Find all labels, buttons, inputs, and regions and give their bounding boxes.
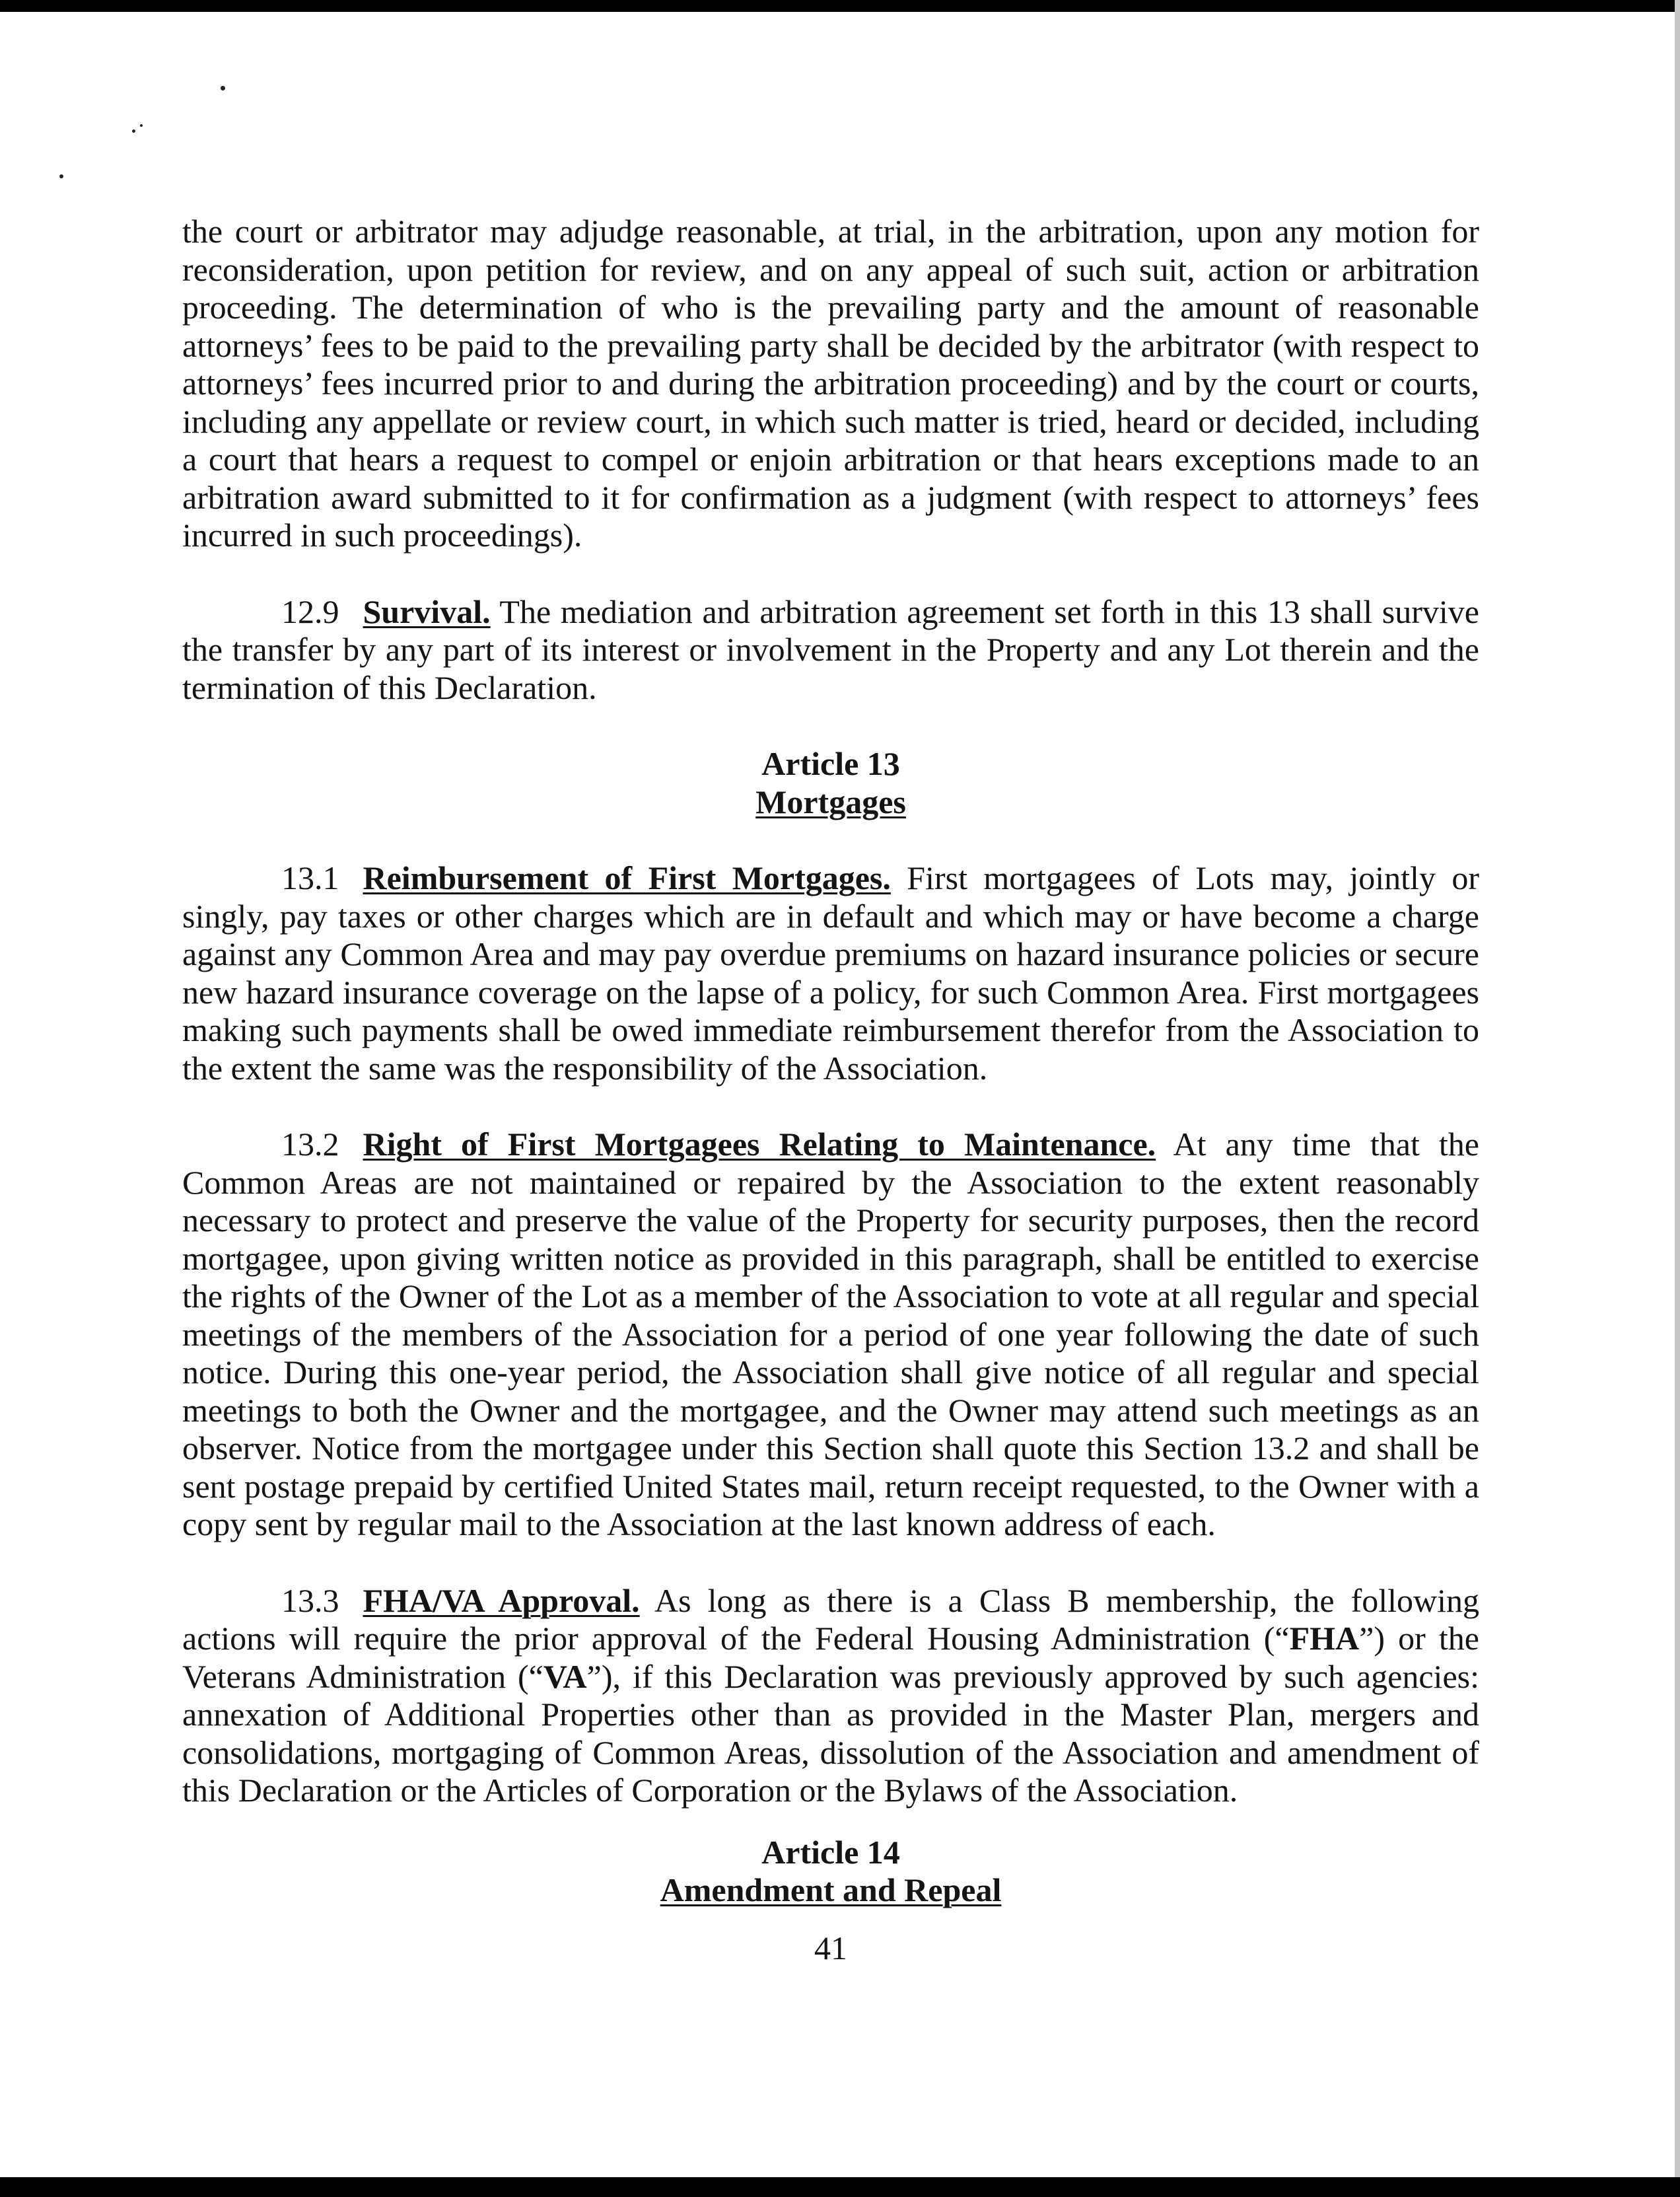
section-number: 13.1 [281, 859, 339, 896]
scan-speck [59, 174, 63, 178]
scan-edge-bottom [0, 2177, 1680, 2197]
section-number: 13.3 [281, 1581, 339, 1619]
va-abbreviation: VA [543, 1657, 587, 1695]
scan-edge-top [0, 0, 1680, 12]
scan-speck [140, 124, 143, 127]
document-page [182, 213, 1479, 1967]
section-title: Survival. [363, 593, 491, 630]
scan-speck [221, 86, 225, 90]
page-number: 41 [814, 1929, 847, 1966]
section-body: First mortgagees of Lots may, jointly or singly, pay taxes or other charges which are in default and which may or have become a charge against any Common Area and may pay overdue premiums on hazard insurance policies or secure new hazard insurance coverage on the lapse of a policy, for such Common Area. First mortgagees making such payments shall be owed immediate reimbursement therefor from the Association to the extent the same was the responsibility of the Association. [182, 859, 1479, 1087]
article-title: Mortgages [755, 783, 906, 820]
section-13-3 [182, 1582, 1479, 1810]
section-title: FHA/VA Approval. [363, 1581, 640, 1619]
article-14-heading [182, 1834, 1479, 1910]
section-body-part-3: ”), if this Declaration was previously approved by such agencies: annexation of Additional Properties other than as provided in the Master Plan, mergers and consolidations, mortgaging of Common Areas, dissolution of the Association and amendment of this Declaration or the Articles of Corporation or the Bylaws of the Association. [182, 1657, 1479, 1809]
continuation-paragraph: the court or arbitrator may adjudge reasonable, at trial, in the arbitration, upon any motion for reconsideration, upon petition for review, and on any appeal of such suit, action or arbitration proceeding. The determination of who is the prevailing party and the amount of reasonable attorneys’ fees to be paid to the prevailing party shall be decided by the arbitrator (with respect to attorneys’ fees incurred prior to and during the arbitration proceeding) and by the court or courts, including any appellate or review court, in which such matter is tried, heard or decided, including a court that hears a request to compel or enjoin arbitration or that hears exceptions made to an arbitration award submitted to it for confirmation as a judgment (with respect to attorneys’ fees incurred in such proceedings). [182, 213, 1479, 554]
section-body-part-1: As long as there is a Class B membership, the following actions will require the prior approval of the Federal Housing Administration (“ [182, 1581, 1480, 1657]
section-13-1 [182, 859, 1479, 1087]
section-13-2 [182, 1126, 1479, 1544]
scan-speck [132, 129, 135, 133]
section-title: Right of First Mortgagees Relating to Maintenance. [363, 1126, 1156, 1163]
article-13-heading [182, 745, 1479, 821]
section-12-9 [182, 593, 1479, 707]
section-number: 13.2 [281, 1126, 339, 1163]
fha-abbreviation: FHA [1289, 1620, 1360, 1657]
article-label: Article 13 [761, 745, 900, 782]
section-body: At any time that the Common Areas are not maintained or repaired by the Association to the extent reasonably necessary to protect and preserve the value of the Property for security purposes, then the record mortgagee, upon giving written notice as provided in this paragraph, shall be entitled to exercise the rights of the Owner of the Lot as a member of the Association to vote at all regular and special meetings of the members of the Association for a period of one year following the date of such notice. During this one-year period, the Association shall give notice of all regular and special meetings to both the Owner and the mortgagee, and the Owner may attend such meetings as an observer. Notice from the mortgagee under this Section shall quote this Section 13.2 and shall be sent postage prepaid by certified United States mail, return receipt requested, to the Owner with a copy sent by regular mail to the Association at the last known address of each. [182, 1126, 1480, 1542]
section-body: The mediation and arbitration agreement set forth in this 13 shall survive the transfer by any part of its interest or involvement in the Property and any Lot therein and the termination of this Declaration. [182, 593, 1479, 706]
scan-edge-right [1675, 0, 1680, 2197]
section-body-part-2: ”) or the Veterans Administration (“ [182, 1620, 1479, 1695]
article-title: Amendment and Repeal [660, 1871, 1002, 1908]
article-label: Article 14 [761, 1833, 900, 1871]
section-title: Reimbursement of First Mortgages. [363, 859, 891, 896]
section-number: 12.9 [281, 593, 339, 630]
